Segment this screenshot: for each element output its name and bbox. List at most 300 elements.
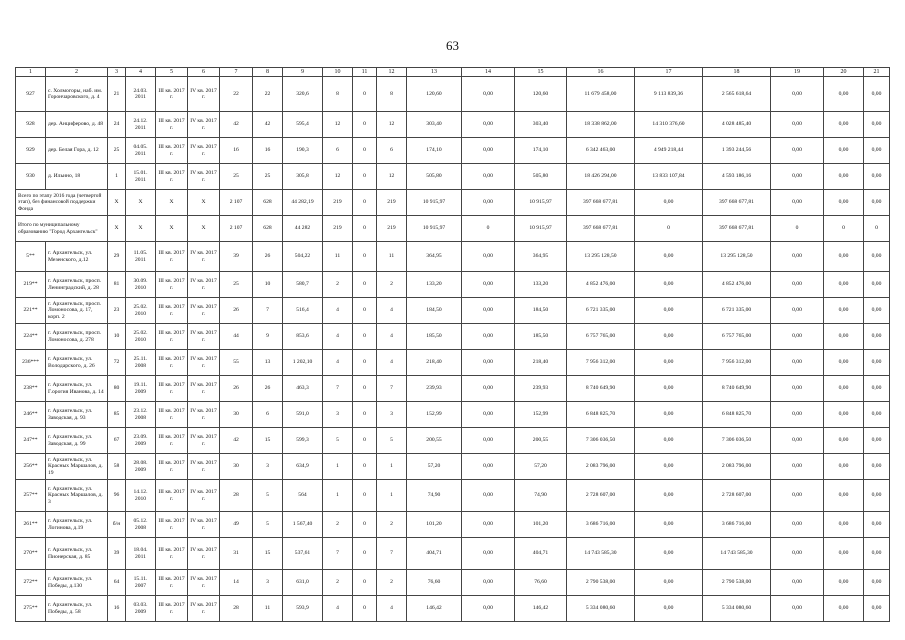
column-number-7: 7 [220,68,253,77]
column-number-17: 17 [635,68,703,77]
table-cell: 7 306 036,50 [703,428,771,454]
table-cell: 14 310 376,60 [635,112,703,138]
column-number-9: 9 [283,68,323,77]
table-cell: 2 107 [220,190,253,216]
table-cell: 7 [323,538,353,570]
table-cell: 0,00 [635,570,703,596]
table-cell: 4 [323,350,353,376]
table-cell: 397 668 677,81 [703,216,771,242]
table-cell: 2 [323,512,353,538]
table-cell: 05.12. 2008 [126,512,156,538]
table-cell: 0,00 [462,324,515,350]
table-cell: 0,00 [462,376,515,402]
table-cell: 0,00 [864,402,890,428]
table-cell: 1 [323,480,353,512]
table-cell: 320,6 [283,77,323,112]
table-cell: 0,00 [824,112,864,138]
table-cell: 26 [220,298,253,324]
table-cell: 0,00 [864,77,890,112]
table-cell: 174,10 [407,138,462,164]
table-row [16,480,890,512]
table-cell: 0,00 [635,298,703,324]
table-cell: 28.08. 2009 [126,454,156,480]
table-cell: 3 [253,570,283,596]
table-row [16,112,890,138]
table-cell: 397 668 677,81 [567,190,635,216]
table-cell: III кв. 2017 г. [156,428,188,454]
table-cell: 49 [220,512,253,538]
table-cell: 6 [377,138,407,164]
table-cell: 303,40 [515,112,567,138]
table-cell: 0,00 [771,512,824,538]
table-cell: 0,00 [462,164,515,190]
table-cell: 13 833 107,84 [635,164,703,190]
table-cell: 397 668 677,81 [567,216,635,242]
table-cell: 58 [108,454,126,480]
table-cell: IV кв. 2017 г. [188,480,220,512]
table-cell: 0,00 [771,350,824,376]
table-cell: 11 [323,242,353,272]
table-cell: X [126,216,156,242]
table-cell: 0,00 [864,242,890,272]
table-cell: 2 107 [220,216,253,242]
table-row [16,350,890,376]
address-cell: г. Архангельск, ул. Володарского, д. 26 [46,350,108,376]
table-cell: 25 [220,272,253,298]
table-cell: 16 [220,138,253,164]
table-cell: 03.03. 2009 [126,596,156,622]
table-cell: 4 [323,324,353,350]
table-cell: 2 [323,570,353,596]
table-cell: 6 848 825,70 [703,402,771,428]
table-cell: 12 [377,164,407,190]
table-cell: 24.03. 2011 [126,77,156,112]
table-cell: IV кв. 2017 г. [188,350,220,376]
table-row [16,324,890,350]
table-cell: 0,00 [824,242,864,272]
table-cell: 2 [377,272,407,298]
table-cell: 0,00 [771,272,824,298]
table-cell: III кв. 2017 г. [156,77,188,112]
table-cell: 0,00 [462,242,515,272]
table-cell: 0,00 [824,512,864,538]
table-cell: IV кв. 2017 г. [188,570,220,596]
table-cell: 0,00 [635,272,703,298]
table-cell: 2 [323,272,353,298]
table-cell: III кв. 2017 г. [156,570,188,596]
table-cell: 0,00 [462,190,515,216]
table-cell: 6 848 825,70 [567,402,635,428]
table-cell: 0,00 [824,570,864,596]
table-cell: 6 721 335,00 [703,298,771,324]
table-cell: 24 [108,112,126,138]
table-cell: 238** [16,376,46,402]
address-cell: г. Архангельск, просп. Ленинградский, д. 28 [46,272,108,298]
table-cell: 2 790 538,00 [703,570,771,596]
table-row [16,454,890,480]
table-cell: 0,00 [824,190,864,216]
table-cell: 30.09. 2010 [126,272,156,298]
table-cell: 634,9 [283,454,323,480]
table-cell: 0,00 [462,480,515,512]
table-cell: 2 [377,570,407,596]
total-row [16,190,890,216]
column-number-1: 1 [16,68,46,77]
table-row [16,402,890,428]
table-row [16,164,890,190]
table-cell: 1 [377,454,407,480]
address-cell: г. Архангельск, ул. Заводская, д. 93 [46,402,108,428]
table-cell: 505,80 [515,164,567,190]
table-cell: 0,00 [864,538,890,570]
table-cell: 44 282 [283,216,323,242]
table-cell: 256** [16,454,46,480]
table-cell: 14.12. 2010 [126,480,156,512]
table-cell: 18 426 294,00 [567,164,635,190]
table-cell: 0,00 [824,428,864,454]
table-cell: 7 956 312,00 [567,350,635,376]
table-cell: 1 567,40 [283,512,323,538]
table-cell: 16 [108,596,126,622]
table-cell: 76,60 [407,570,462,596]
table-cell: 239,93 [515,376,567,402]
table-cell: 15.11. 2007 [126,570,156,596]
table-cell: 55 [220,350,253,376]
table-cell: 74,90 [407,480,462,512]
table-cell: 0 [353,77,377,112]
address-cell: с. Холмогоры, наб. им. Горончаровского, д. 4 [46,77,108,112]
address-cell: дер. Анциферово, д. 48 [46,112,108,138]
table-cell: 631,0 [283,570,323,596]
table-cell: 0,00 [462,512,515,538]
table-cell: 0 [353,596,377,622]
table-cell: 5** [16,242,46,272]
table-cell: 0,00 [864,164,890,190]
table-cell: 7 [377,376,407,402]
table-cell: 0,00 [824,480,864,512]
table-cell: 0 [353,480,377,512]
table-cell: 0,00 [462,538,515,570]
table-cell: 0,00 [635,428,703,454]
table-cell: IV кв. 2017 г. [188,596,220,622]
table-cell: 7 [323,376,353,402]
table-cell: 8 740 649,90 [567,376,635,402]
table-cell: 2 728 607,00 [567,480,635,512]
table-cell: 219 [377,216,407,242]
table-cell: 42 [220,112,253,138]
table-cell: 184,50 [515,298,567,324]
column-number-15: 15 [515,68,567,77]
column-number-18: 18 [703,68,771,77]
table-cell: 18 338 862,00 [567,112,635,138]
table-cell: 0,00 [635,596,703,622]
table-cell: 22 [220,77,253,112]
table-cell: 13 [253,350,283,376]
table-cell: 76,60 [515,570,567,596]
table-cell: 1 [108,164,126,190]
table-row [16,596,890,622]
table-cell: 0,00 [771,77,824,112]
table-cell: 0,00 [771,376,824,402]
address-cell: г. Архангельск, ул. Заводская, д. 99 [46,428,108,454]
table-cell: 152,99 [407,402,462,428]
table-cell: 0,00 [462,428,515,454]
table-cell: 930 [16,164,46,190]
table-row [16,538,890,570]
table-cell: IV кв. 2017 г. [188,402,220,428]
table-cell: 44 [220,324,253,350]
table-row [16,570,890,596]
table-cell: 7 [377,538,407,570]
table-cell: 0 [353,324,377,350]
table-cell: 11 [253,596,283,622]
table-row [16,138,890,164]
column-number-16: 16 [567,68,635,77]
table-cell: 0,00 [864,272,890,298]
address-cell: д. Ильино, 18 [46,164,108,190]
table-cell: 10 [108,324,126,350]
table-cell: 10 915,97 [515,190,567,216]
table-cell: 14 743 585,30 [567,538,635,570]
table-cell: 6 721 335,00 [567,298,635,324]
table-cell: 200,55 [515,428,567,454]
table-cell: 120,60 [407,77,462,112]
table-cell: 25.11. 2008 [126,350,156,376]
table-cell: 0 [353,190,377,216]
table-cell: 0,00 [635,512,703,538]
address-cell: г. Архангельск, просп. Ломоносова, д. 17, корп. 2 [46,298,108,324]
table-cell: 12 [323,164,353,190]
table-cell: 146,42 [515,596,567,622]
table-cell: 0,00 [864,570,890,596]
table-row [16,298,890,324]
table-cell: 0,00 [771,164,824,190]
table-cell: 224** [16,324,46,350]
table-cell: X [188,190,220,216]
table-cell: X [126,190,156,216]
table-cell: 4 [323,298,353,324]
table-cell: 0 [353,512,377,538]
table-cell: 7 [253,298,283,324]
table-cell: 0 [353,350,377,376]
table-cell: 67 [108,428,126,454]
table-cell: 0,00 [824,298,864,324]
column-number-2: 2 [46,68,108,77]
table-cell: 11.05. 2011 [126,242,156,272]
table-cell: 0,00 [771,570,824,596]
table-cell: 0,00 [824,538,864,570]
table-cell: 4 593 186,16 [703,164,771,190]
table-cell: 4 028 485,40 [703,112,771,138]
total-label: Итого по муниципальному образованию "Город Архангельск" [16,216,108,242]
table-cell: 0,00 [824,77,864,112]
table-cell: 1 393 244,56 [703,138,771,164]
table-cell: 4 852 476,00 [567,272,635,298]
table-cell: 0,00 [771,112,824,138]
table-cell: 133,20 [515,272,567,298]
table-cell: 257** [16,480,46,512]
table-cell: III кв. 2017 г. [156,138,188,164]
table-cell: 101,20 [407,512,462,538]
table-cell: 6 [323,138,353,164]
table-cell: 593,9 [283,596,323,622]
table-cell: 364,95 [407,242,462,272]
table-cell: III кв. 2017 г. [156,402,188,428]
table-cell: 303,40 [407,112,462,138]
table-cell: 404,71 [515,538,567,570]
table-cell: 628 [253,190,283,216]
table-cell: 275** [16,596,46,622]
table-cell: 4 [323,596,353,622]
table-cell: 25.02. 2010 [126,298,156,324]
table-cell: 0,00 [824,376,864,402]
table-cell: 0,00 [864,376,890,402]
table-cell: 10 915,97 [407,216,462,242]
table-cell: 0 [353,164,377,190]
table-cell: 3 [323,402,353,428]
table-cell: 599,3 [283,428,323,454]
column-number-11: 11 [353,68,377,77]
table-cell: 0,00 [864,480,890,512]
table-cell: 246** [16,402,46,428]
table-cell: 0 [864,216,890,242]
table-cell: 0,00 [462,112,515,138]
table-cell: 29 [108,242,126,272]
table-cell: 0,00 [462,138,515,164]
table-cell: 11 [377,242,407,272]
table-cell: 0,00 [864,350,890,376]
table-cell: 10 915,97 [407,190,462,216]
table-row [16,242,890,272]
table-cell: 174,10 [515,138,567,164]
table-cell: 270** [16,538,46,570]
table-cell: 2 565 618,64 [703,77,771,112]
table-cell: 4 852 476,00 [703,272,771,298]
table-cell: 0 [462,216,515,242]
table-cell: 0 [353,112,377,138]
table-cell: 595,4 [283,112,323,138]
table-cell: 9 113 839,36 [635,77,703,112]
table-cell: 628 [253,216,283,242]
table-cell: 928 [16,112,46,138]
table-cell: 0 [353,428,377,454]
column-number-6: 6 [188,68,220,77]
table-cell: 0,00 [462,298,515,324]
address-cell: г. Архангельск, ул. Красных Маршалов, д. 19 [46,454,108,480]
table-cell: 0,00 [771,480,824,512]
table-cell: X [156,216,188,242]
table-cell: III кв. 2017 г. [156,298,188,324]
table-cell: III кв. 2017 г. [156,480,188,512]
table-cell: 0,00 [771,428,824,454]
table-cell: 0 [635,216,703,242]
table-cell: 516,4 [283,298,323,324]
table-cell: 28 [220,596,253,622]
table-cell: 219** [16,272,46,298]
table-cell: 13 295 128,50 [567,242,635,272]
table-cell: 0,00 [824,454,864,480]
table-cell: 4 [377,324,407,350]
table-cell: X [188,216,220,242]
table-cell: 2 790 538,00 [567,570,635,596]
address-cell: г. Архангельск, ул. Красных Маршалов, д. 3 [46,480,108,512]
table-cell: 0,00 [635,538,703,570]
table-cell: 0,00 [635,480,703,512]
address-cell: г. Архангельск, ул. Логинова, д.19 [46,512,108,538]
table-cell: 6 757 765,00 [567,324,635,350]
table-cell: 463,3 [283,376,323,402]
table-cell: 2 083 796,00 [703,454,771,480]
table-cell: 22 [253,77,283,112]
table-cell: 8 740 649,90 [703,376,771,402]
table-cell: IV кв. 2017 г. [188,538,220,570]
table-cell: 0,00 [864,138,890,164]
table-cell: IV кв. 2017 г. [188,112,220,138]
table-cell: 31 [220,538,253,570]
table-cell: 218,40 [515,350,567,376]
table-cell: 26 [253,376,283,402]
table-cell: 219 [323,216,353,242]
table-cell: 12 [377,112,407,138]
table-cell: 3 [253,454,283,480]
table-cell: III кв. 2017 г. [156,454,188,480]
address-cell: г. Архангельск, просп. Ломоносова, д. 278 [46,324,108,350]
table-cell: 14 743 585,30 [703,538,771,570]
table-cell: 0,00 [771,596,824,622]
table-cell: 81 [108,272,126,298]
table-cell: 04.05. 2011 [126,138,156,164]
table-cell: 0 [353,272,377,298]
table-cell: 0,00 [864,298,890,324]
table-cell: 28 [220,480,253,512]
table-cell: 26 [253,242,283,272]
table-cell: X [108,216,126,242]
table-row [16,428,890,454]
table-cell: 5 334 080,60 [567,596,635,622]
table-cell: 0,00 [824,350,864,376]
table-cell: 12 [323,112,353,138]
table-cell: 0,00 [771,242,824,272]
table-cell: 0,00 [824,402,864,428]
table-cell: 57,20 [515,454,567,480]
table-cell: 219 [377,190,407,216]
table-cell: 2 083 796,00 [567,454,635,480]
table-cell: III кв. 2017 г. [156,112,188,138]
column-number-4: 4 [126,68,156,77]
table-cell: 0,00 [771,402,824,428]
table-cell: 0,00 [771,298,824,324]
table-cell: 0 [824,216,864,242]
table-cell: III кв. 2017 г. [156,242,188,272]
table-cell: 10 [253,272,283,298]
table-row [16,376,890,402]
table-cell: 0,00 [462,77,515,112]
table-cell: 11 679 458,00 [567,77,635,112]
table-cell: III кв. 2017 г. [156,272,188,298]
column-number-14: 14 [462,68,515,77]
address-cell: дер. Белая Гора, д. 12 [46,138,108,164]
table-cell: 23 [108,298,126,324]
housing-program-table [15,67,890,622]
table-cell: IV кв. 2017 г. [188,512,220,538]
table-cell: 6 342 463,00 [567,138,635,164]
table-cell: 57,20 [407,454,462,480]
column-number-12: 12 [377,68,407,77]
table-cell: 15.01. 2011 [126,164,156,190]
table-cell: 0 [353,454,377,480]
table-cell: 927 [16,77,46,112]
column-number-20: 20 [824,68,864,77]
